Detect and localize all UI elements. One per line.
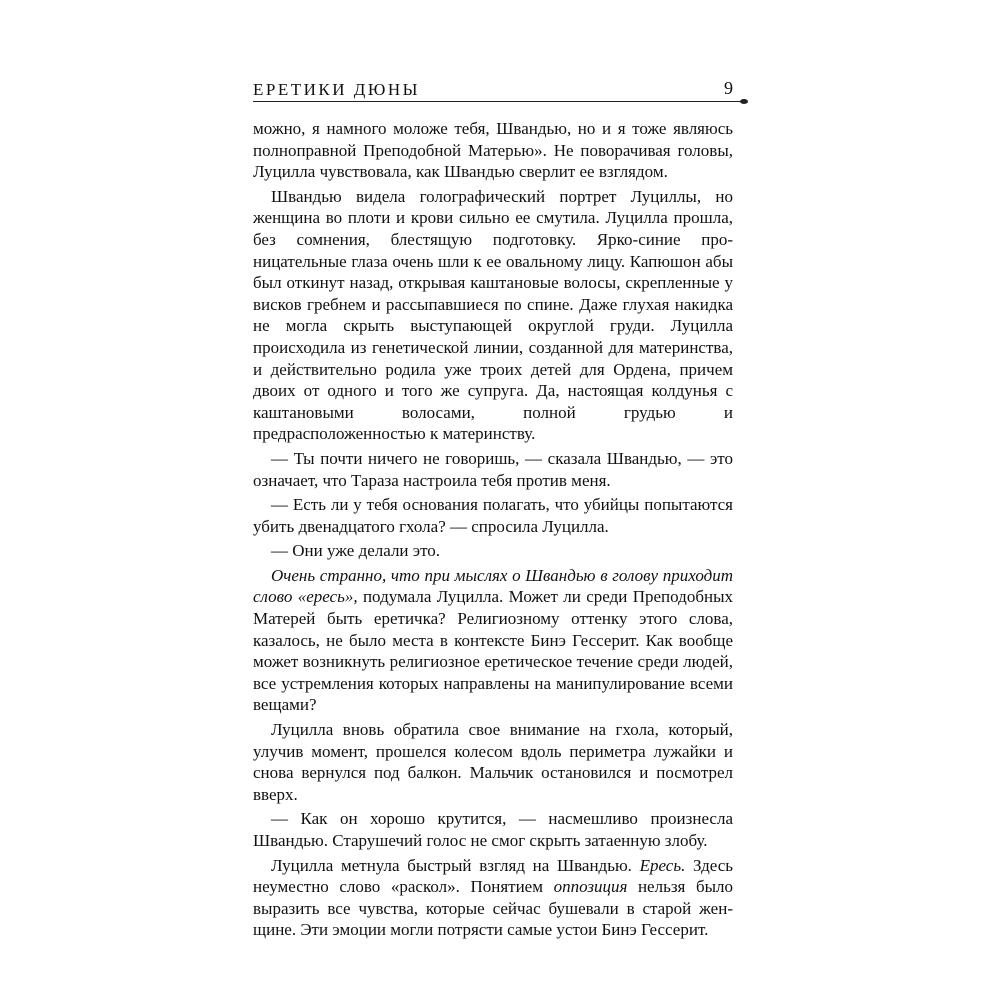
paragraph-9: [253, 855, 733, 941]
paragraph-7: Луцилла вновь обратила свое внимание на гхола, который, улучив момент, прошелся колесом вдоль периметра лужайки и снова вернулся под балкон. Мальчик остановился и посмотрел вверх.: [253, 720, 733, 804]
italic-word-heresy: Ересь.: [639, 855, 686, 875]
paragraph-1: можно, я намного моложе тебя, Швандью, но и я тоже являюсь полноправной Преподобной Матерью». Не поворачивая головы, Луцилла чувствовала, как Швандью сверлит ее взглядом.: [253, 119, 733, 182]
italic-word-opposition: оппозиция: [553, 877, 628, 897]
book-page: [253, 76, 733, 944]
paragraph-2: Швандью видела голографический портрет Луциллы, но женщина во плоти и крови сильно ее смутила. Луцилла прошла, без сомнения, блестящую подготовку. Ярко-синие проницательные глаза очень шли к ее овальному лицу. Капюшон абы был откинут назад, открывая каштановые волосы, скрепленные у висков гребнем и рассыпавшиеся по спине. Даже глухая накидка не могла скрыть выступающей округлой груди. Луцилла происходила из генетической линии, созданной для материнства, и действительно родила уже троих детей для Ордена, причем двоих от одного и того же супруга. Да, настоящая колдунья с каштановыми волосами, полной грудью и предрасположенностью к материнству.: [253, 186, 733, 444]
italic-thought: Очень странно, что при мыслях о Швандью в голову приходит слово «ересь»,: [253, 565, 733, 607]
paragraph-6-text: подумала Луцилла. Может ли среди Преподобных Матерей быть еретичка? Религиозному оттенку этого слова, казалось, не было места в контексте Бинэ Гессерит. Как вообще может возникнуть религиозное еретическое течение среди людей, все устремления которых направлены на манипулирование всеми вещами?: [253, 587, 733, 715]
paragraph-9-part-a: Луцилла метнула быстрый взгляд на Швандью.: [271, 855, 640, 875]
body-text: [253, 118, 733, 941]
paragraph-5: — Они уже делали это.: [271, 541, 441, 561]
header-rule: [253, 101, 743, 102]
paragraph-3: — Ты почти ничего не говоришь, — сказала Швандью, — это означает, что Тараза настроила тебя против меня.: [253, 448, 733, 490]
paragraph-8: — Как он хорошо крутится, — насмешливо произнесла Швандью. Старушечий голос не смог скрыть затаенную злобу.: [253, 809, 733, 850]
page-number: 9: [724, 78, 733, 98]
header-rule-ornament: [740, 99, 748, 104]
paragraph-6: [253, 565, 733, 716]
paragraph-4: — Есть ли у тебя основания полагать, что убийцы попытаются убить двенадцатого гхола? — спросила Луцилла.: [253, 495, 733, 536]
paragraph-9-part-c: нельзя было выразить все чувства, которые сейчас бушевали в старой женщине. Эти эмоции могли потрясти самые устои Бинэ Гессерит.: [253, 877, 733, 940]
page-header: [253, 76, 733, 102]
paragraph-9-part-b: Здесь неуместно слово «раскол». Понятием: [253, 855, 734, 897]
running-title: ЕРЕТИКИ ДЮНЫ: [253, 80, 420, 99]
